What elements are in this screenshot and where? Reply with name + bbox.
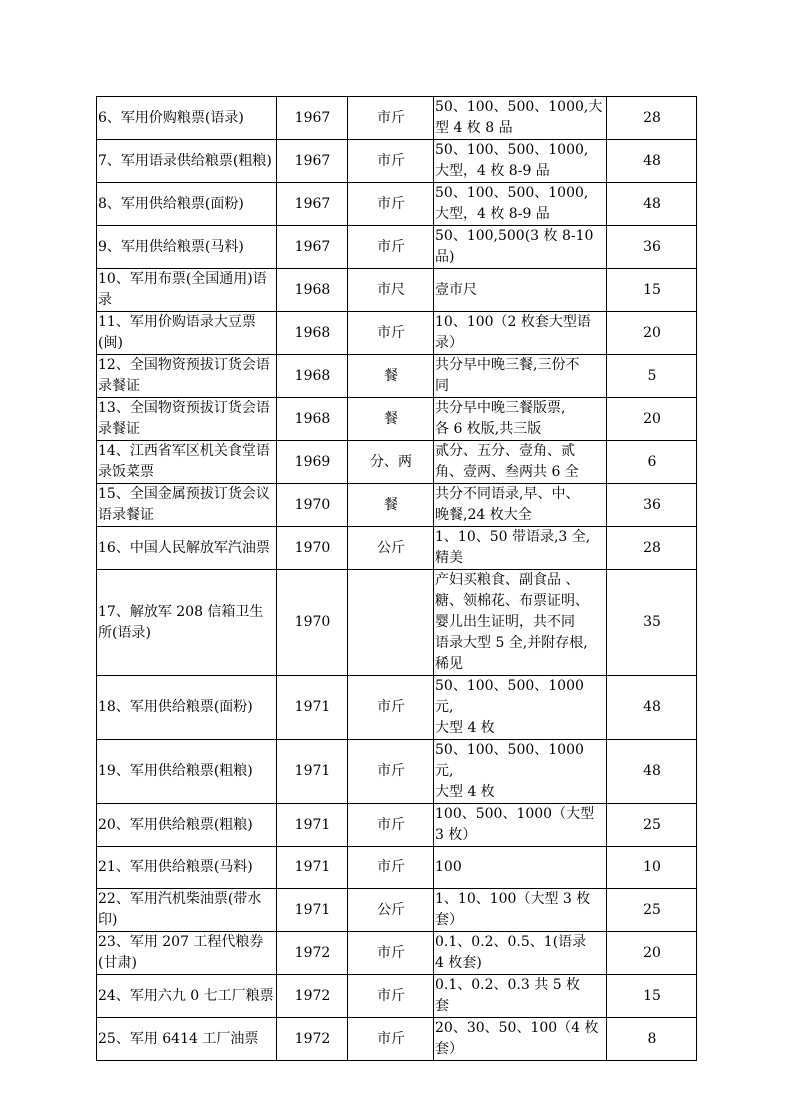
description-cell: 0.1、0.2、0.3 共 5 枚 套	[434, 975, 607, 1018]
unit-cell: 公斤	[348, 889, 434, 932]
table-row	[97, 441, 697, 484]
description-cell: 10、100（2 枚套大型语 录）	[434, 312, 607, 355]
price-cell: 28	[607, 97, 697, 140]
item-name-cell: 7、军用语录供给粮票(粗粮)	[97, 140, 277, 183]
year-cell: 1968	[277, 398, 348, 441]
description-cell: 1、10、50 带语录,3 全, 精美	[434, 527, 607, 570]
description-cell: 50、100、500、1000, 大型，4 枚 8-9 品	[434, 140, 607, 183]
price-cell: 35	[607, 570, 697, 676]
price-cell: 5	[607, 355, 697, 398]
description-cell: 1、10、100（大型 3 枚 套）	[434, 889, 607, 932]
unit-cell: 市尺	[348, 269, 434, 312]
year-cell: 1968	[277, 312, 348, 355]
unit-cell: 市斤	[348, 676, 434, 740]
year-cell: 1972	[277, 975, 348, 1018]
table-row	[97, 975, 697, 1018]
table-row	[97, 226, 697, 269]
unit-cell: 分、两	[348, 441, 434, 484]
item-name-cell: 15、全国金属预拔订货会议语录餐证	[97, 484, 277, 527]
unit-cell: 公斤	[348, 527, 434, 570]
document-page	[96, 96, 697, 1061]
price-cell: 36	[607, 226, 697, 269]
year-cell: 1971	[277, 847, 348, 889]
year-cell: 1971	[277, 676, 348, 740]
item-name-cell: 13、全国物资预拔订货会语录餐证	[97, 398, 277, 441]
item-name-cell: 24、军用六九 0 七工厂粮票	[97, 975, 277, 1018]
unit-cell: 市斤	[348, 312, 434, 355]
table-row	[97, 740, 697, 804]
description-cell: 产妇买粮食、副食品 、 糖、领棉花、布票证明、 婴儿出生证明，共不同 语录大型 5 全,并附存根, 稀见	[434, 570, 607, 676]
table-row	[97, 97, 697, 140]
item-name-cell: 17、解放军 208 信箱卫生所(语录)	[97, 570, 277, 676]
year-cell: 1967	[277, 140, 348, 183]
table-row	[97, 804, 697, 847]
description-cell: 壹市尺	[434, 269, 607, 312]
table-row	[97, 527, 697, 570]
unit-cell: 市斤	[348, 740, 434, 804]
price-cell: 48	[607, 740, 697, 804]
price-cell: 36	[607, 484, 697, 527]
description-cell: 50、100、500、1000, 大型，4 枚 8-9 品	[434, 183, 607, 226]
table-row	[97, 847, 697, 889]
price-cell: 10	[607, 847, 697, 889]
item-name-cell: 21、军用供给粮票(马料)	[97, 847, 277, 889]
item-name-cell: 16、中国人民解放军汽油票	[97, 527, 277, 570]
year-cell: 1971	[277, 889, 348, 932]
table-row	[97, 889, 697, 932]
description-cell: 100、500、1000（大型 3 枚）	[434, 804, 607, 847]
price-cell: 20	[607, 932, 697, 975]
price-cell: 8	[607, 1018, 697, 1061]
item-name-cell: 9、军用供给粮票(马料)	[97, 226, 277, 269]
price-cell: 48	[607, 676, 697, 740]
item-name-cell: 12、全国物资预拔订货会语录餐证	[97, 355, 277, 398]
description-cell: 0.1、0.2、0.5、1(语录 4 枚套)	[434, 932, 607, 975]
year-cell: 1968	[277, 269, 348, 312]
item-name-cell: 8、军用供给粮票(面粉)	[97, 183, 277, 226]
description-cell: 50、100,500(3 枚 8-10 品)	[434, 226, 607, 269]
price-cell: 25	[607, 804, 697, 847]
description-cell: 20、30、50、100（4 枚 套）	[434, 1018, 607, 1061]
unit-cell: 市斤	[348, 183, 434, 226]
unit-cell: 餐	[348, 355, 434, 398]
item-name-cell: 6、军用价购粮票(语录)	[97, 97, 277, 140]
price-cell: 48	[607, 140, 697, 183]
item-name-cell: 23、军用 207 工程代粮券(甘肃)	[97, 932, 277, 975]
unit-cell: 餐	[348, 398, 434, 441]
unit-cell: 市斤	[348, 1018, 434, 1061]
price-cell: 20	[607, 312, 697, 355]
item-name-cell: 22、军用汽机柴油票(带水印)	[97, 889, 277, 932]
price-cell: 48	[607, 183, 697, 226]
year-cell: 1972	[277, 932, 348, 975]
item-name-cell: 10、军用布票(全国通用)语录	[97, 269, 277, 312]
year-cell: 1972	[277, 1018, 348, 1061]
table-row	[97, 355, 697, 398]
description-cell: 共分早中晚三餐版票, 各 6 枚版,共三版	[434, 398, 607, 441]
item-name-cell: 18、军用供给粮票(面粉)	[97, 676, 277, 740]
table-row	[97, 676, 697, 740]
year-cell: 1969	[277, 441, 348, 484]
year-cell: 1970	[277, 484, 348, 527]
table-row	[97, 269, 697, 312]
table-row	[97, 484, 697, 527]
table-row	[97, 570, 697, 676]
year-cell: 1967	[277, 183, 348, 226]
table-row	[97, 1018, 697, 1061]
table-row	[97, 398, 697, 441]
description-cell: 共分早中晚三餐,三份不 同	[434, 355, 607, 398]
table-row	[97, 312, 697, 355]
item-name-cell: 25、军用 6414 工厂油票	[97, 1018, 277, 1061]
item-name-cell: 11、军用价购语录大豆票(闽)	[97, 312, 277, 355]
year-cell: 1967	[277, 97, 348, 140]
description-cell: 50、100、500、1000,大 型 4 枚 8 品	[434, 97, 607, 140]
table-row	[97, 140, 697, 183]
table-row	[97, 183, 697, 226]
description-cell: 100	[434, 847, 607, 889]
price-cell: 6	[607, 441, 697, 484]
description-cell: 共分不同语录,早、中、 晚餐,24 枚大全	[434, 484, 607, 527]
unit-cell: 市斤	[348, 226, 434, 269]
unit-cell: 市斤	[348, 140, 434, 183]
unit-cell	[348, 570, 434, 676]
item-name-cell: 14、江西省军区机关食堂语录饭菜票	[97, 441, 277, 484]
year-cell: 1971	[277, 804, 348, 847]
price-cell: 15	[607, 269, 697, 312]
item-name-cell: 20、军用供给粮票(粗粮)	[97, 804, 277, 847]
unit-cell: 市斤	[348, 804, 434, 847]
price-cell: 15	[607, 975, 697, 1018]
description-cell: 50、100、500、1000 元, 大型 4 枚	[434, 740, 607, 804]
unit-cell: 市斤	[348, 97, 434, 140]
price-cell: 28	[607, 527, 697, 570]
unit-cell: 市斤	[348, 975, 434, 1018]
item-name-cell: 19、军用供给粮票(粗粮)	[97, 740, 277, 804]
year-cell: 1970	[277, 570, 348, 676]
description-cell: 贰分、五分、壹角、贰 角、壹两、叁两共 6 全	[434, 441, 607, 484]
unit-cell: 市斤	[348, 932, 434, 975]
year-cell: 1970	[277, 527, 348, 570]
year-cell: 1967	[277, 226, 348, 269]
price-cell: 25	[607, 889, 697, 932]
price-cell: 20	[607, 398, 697, 441]
ration-ticket-table	[96, 96, 697, 1061]
year-cell: 1968	[277, 355, 348, 398]
unit-cell: 餐	[348, 484, 434, 527]
unit-cell: 市斤	[348, 847, 434, 889]
description-cell: 50、100、500、1000 元, 大型 4 枚	[434, 676, 607, 740]
table-row	[97, 932, 697, 975]
year-cell: 1971	[277, 740, 348, 804]
